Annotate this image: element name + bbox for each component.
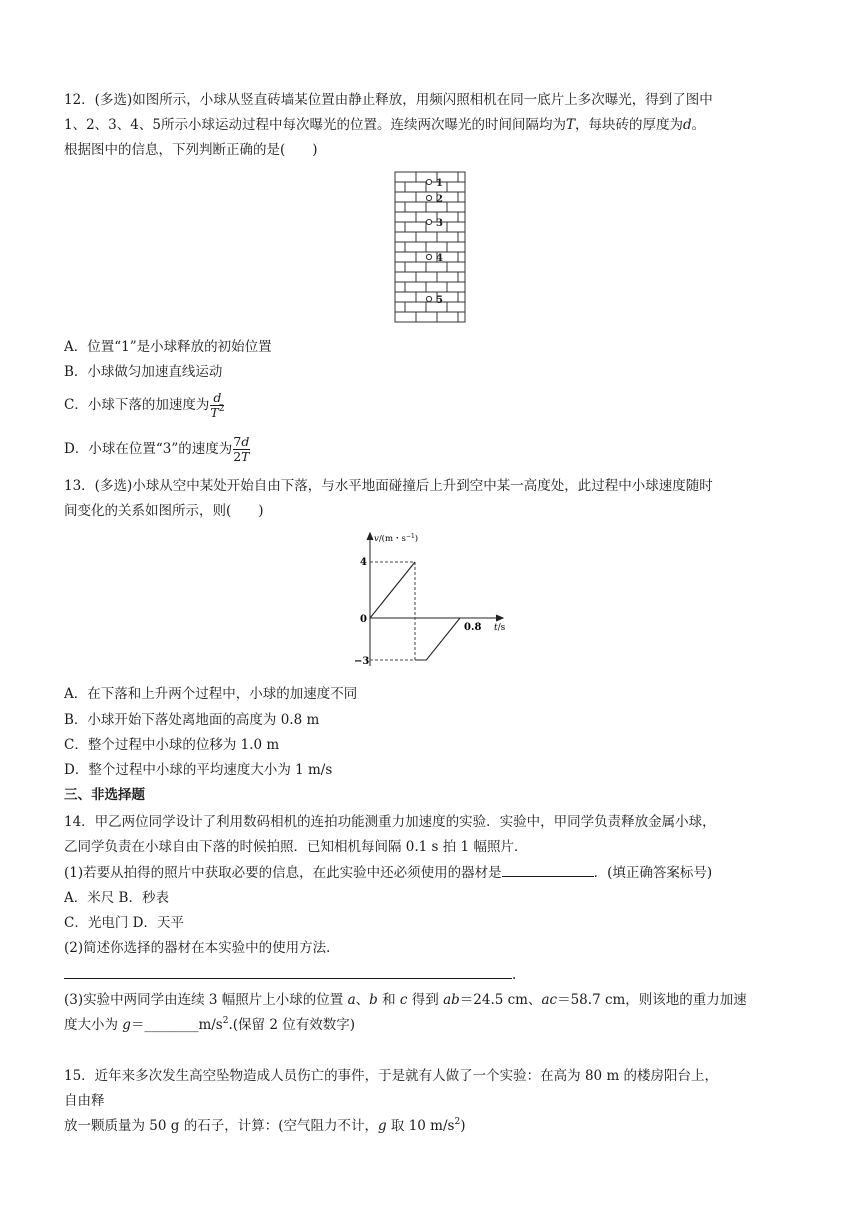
section-heading: 三、非选择题 [64,787,145,803]
series-line-1 [370,562,415,618]
q13-option-b: B．小球开始下落处离地面的高度为 0.8 m [64,712,320,728]
brick [405,242,426,252]
brick [395,242,405,252]
y-tick-0: 0 [360,614,367,625]
brick [395,262,405,272]
brick [405,182,426,192]
ball-position-3 [426,219,431,224]
q14-options-cd: C．光电门 D．天平 [64,915,184,931]
brick [447,242,465,252]
x-axis-label: t/s [494,623,506,633]
dashed-guides [370,562,426,660]
velocity-series [370,562,460,660]
brick [416,232,437,242]
ball-position-5 [426,296,431,301]
brick [447,182,465,192]
q12-option-c: C．小球下落的加速度为 $\frac{d}{T^2}$ [64,390,225,420]
brick [395,302,405,312]
brick [405,302,426,312]
q15-stem-line1: 15．近年来多次发生高空坠物造成人员伤亡的事件，于是就有人做了一个实验：在高为 80 m 的楼房阳台上， [64,1068,719,1084]
series-line-2 [415,618,460,660]
brick [458,292,465,302]
brick [447,262,465,272]
q12-stem-line1: 12．(多选)如图所示，小球从竖直砖墙某位置由静止释放，用频闪照相机在同一底片上多次曝光，得到了图中 [64,92,713,108]
position-label-1: 1 [436,178,443,189]
q13-stem-line1: 13．(多选)小球从空中某处开始自由下落，与水平地面碰撞后上升到空中某一高度处，此过程中小球速度随时 [64,478,713,494]
position-label-4: 4 [436,253,443,264]
brick [405,202,426,212]
brick [405,262,426,272]
q14-options-ab: A．米尺 B．秒表 [64,890,169,906]
brick [395,202,405,212]
vt-graph [340,530,520,675]
x-tick-0.8: 0.8 [464,622,482,633]
y-axis-arrow [367,533,373,540]
answer-blank-2[interactable] [64,964,512,979]
brick [426,242,447,252]
brick [395,172,416,182]
brick [395,252,416,262]
q13-option-c: C．整个过程中小球的位移为 1.0 m [64,737,280,753]
q12-stem-line2: 1、2、3、4、5所示小球运动过程中每次曝光的位置。连续两次曝光的时间间隔均为T，每块砖的厚度为d。 [64,117,706,133]
q12-stem-line3: 根据图中的信息，下列判断正确的是( ) [64,142,318,158]
ball-position-4 [426,254,431,259]
velocity-fraction: $\frac{7d}{2T}$ [233,434,250,464]
brick [447,202,465,212]
ball-position-1 [426,179,431,184]
q14-part1: (1)若要从拍得的照片中获取必要的信息，在此实验中还必须使用的器材是 ．(填正确答案标号) [64,862,712,883]
brick [395,212,416,222]
position-label-3: 3 [436,218,443,229]
answer-blank-1[interactable] [502,862,594,877]
brick [395,232,416,242]
brick [395,292,416,302]
q12-option-a: A．位置“1”是小球释放的初始位置 [64,339,272,355]
x-axis-arrow [496,615,503,621]
q14-part2: (2)简述你选择的器材在本实验中的使用方法． [64,940,340,956]
brick [458,312,465,322]
q14-part2-answer-line: . [64,964,516,985]
brick [447,302,465,312]
brick [458,172,465,182]
brick [437,272,458,282]
brick [437,232,458,242]
q13-option-a: A．在下落和上升两个过程中，小球的加速度不同 [64,686,358,702]
q15-stem-line2: 自由释 [64,1093,105,1109]
brick [437,312,458,322]
brick [447,222,465,232]
q14-part3-line1: (3)实验中两同学由连续 3 幅照片上小球的位置 a、b 和 c 得到 ab＝24.5 cm、ac＝58.7 cm，则该地的重力加速 [64,992,747,1008]
q14-part3-line2: 度大小为 $g=\_\_\_\_\_\_\_\_m/s^2$.(保留 2 位有效数字) [64,1016,355,1033]
brick [458,272,465,282]
q14-stem-line1: 14．甲乙两位同学设计了利用数码相机的连拍功能测重力加速度的实验．实验中，甲同学负责释放金属小球， [64,814,716,830]
q15-stem-line3: 放一颗质量为 50 g 的石子，计算：(空气阻力不计，g 取 10 $m/s^2$) [64,1117,466,1134]
acceleration-fraction: $\frac{d}{T^2}$ [210,390,225,420]
q12-option-b: B．小球做匀加速直线运动 [64,364,223,380]
q13-option-d: D．整个过程中小球的平均速度大小为 1 m/s [64,762,333,778]
q13-stem-line2: 间变化的关系如图所示，则( ) [64,503,264,519]
brick [405,222,426,232]
brick [458,212,465,222]
brick [416,312,437,322]
brick [405,282,426,292]
y-tick-neg3: −3 [354,656,370,667]
brick [395,182,405,192]
y-tick-4: 4 [360,557,367,568]
brick-wall-figure [392,170,468,328]
q14-stem-line2: 乙同学负责在小球自由下落的时候拍照．已知相机每间隔 0.1 s 拍 1 幅照片． [64,839,528,855]
y-axis-label: v/(m・$s^{-1}$) [374,533,419,544]
brick [395,272,416,282]
position-label-2: 2 [436,194,443,205]
brick [416,272,437,282]
ball-position-2 [426,195,431,200]
brick [395,192,416,202]
brick [458,252,465,262]
brick [458,192,465,202]
brick [395,282,405,292]
brick [458,232,465,242]
brick [447,282,465,292]
brick [395,222,405,232]
position-label-5: 5 [436,295,443,306]
q12-option-d: D．小球在位置“3”的速度为 $\frac{7d}{2T}$ [64,434,250,464]
brick [395,312,416,322]
brick [426,282,447,292]
